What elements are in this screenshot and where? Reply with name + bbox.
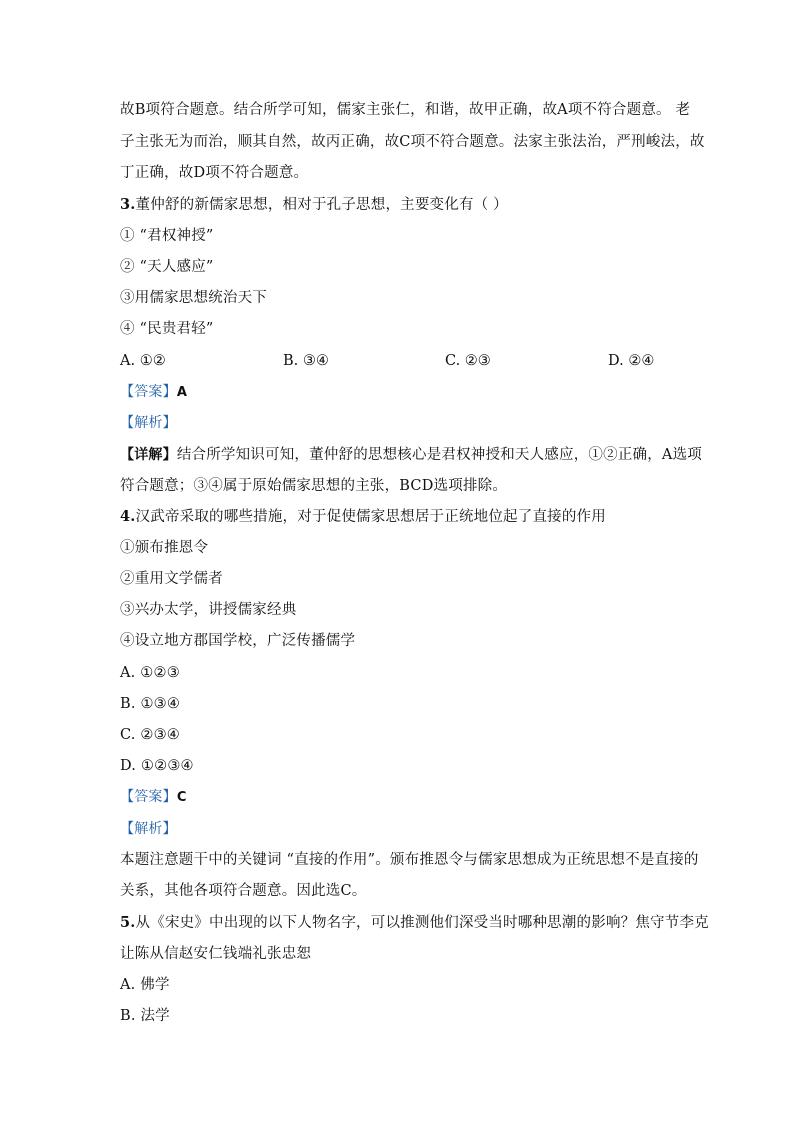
q3-option-c: C. ②③ bbox=[445, 353, 491, 369]
q4-stem-text: 汉武帝采取的哪些措施，对于促使儒家思想居于正统地位起了直接的作用 bbox=[135, 509, 606, 525]
q3-answer bbox=[120, 382, 187, 403]
q4-analysis-tag bbox=[120, 819, 177, 839]
q3-stem-text: 董仲舒的新儒家思想，相对于孔子思想，主要变化有（ ） bbox=[135, 197, 508, 213]
q4-option-a: A. ①②③ bbox=[120, 665, 180, 681]
q4-answer-tag: 【答案】 bbox=[120, 789, 177, 805]
q3-answer-tag: 【答案】 bbox=[120, 384, 177, 400]
q3-item-4: ④ “民贵君轻” bbox=[120, 321, 214, 337]
q5-option-b: B. 法学 bbox=[120, 1008, 170, 1024]
q3-item-2: ② “天人感应” bbox=[120, 259, 214, 275]
q3-detail-line-1 bbox=[120, 445, 702, 465]
q3-option-a: A. ①② bbox=[120, 353, 166, 369]
q2-explanation-line-3: 丁正确，故D项不符合题意。 bbox=[120, 165, 309, 181]
q4-item-1: ①颁布推恩令 bbox=[120, 540, 209, 556]
q4-option-d: D. ①②③④ bbox=[120, 758, 194, 774]
q4-stem bbox=[120, 507, 606, 527]
q5-stem-line-2: 让陈从信赵安仁钱端礼张忠恕 bbox=[120, 946, 312, 962]
q4-option-c: C. ②③④ bbox=[120, 727, 180, 743]
q4-item-3: ③兴办太学，讲授儒家经典 bbox=[120, 602, 297, 618]
q3-option-b: B. ③④ bbox=[283, 353, 329, 369]
q4-item-4: ④设立地方郡国学校，广泛传播儒学 bbox=[120, 633, 356, 649]
q3-option-d: D. ②④ bbox=[608, 353, 655, 369]
q3-detail-tag: 【详解】 bbox=[120, 447, 177, 463]
q5-stem-line-1 bbox=[120, 913, 709, 933]
q3-item-3: ③用儒家思想统治天下 bbox=[120, 290, 267, 306]
q3-analysis-tag bbox=[120, 413, 177, 433]
q4-item-2: ②重用文学儒者 bbox=[120, 571, 223, 587]
q4-analysis-line-1: 本题注意题干中的关键词 “直接的作用”。颁布推恩令与儒家思想成为正统思想不是直接的 bbox=[120, 852, 699, 868]
q3-number: 3. bbox=[120, 196, 136, 213]
q2-explanation-line-1: 故B项符合题意。结合所学可知，儒家主张仁，和谐，故甲正确，故A项不符合题意。 老 bbox=[120, 102, 691, 118]
q3-answer-value: A bbox=[176, 385, 188, 400]
q2-explanation-line-2: 子主张无为而治，顺其自然，故丙正确，故C项不符合题意。法家主张法治，严刑峻法，故 bbox=[120, 134, 705, 150]
q5-option-a: A. 佛学 bbox=[120, 977, 170, 993]
q4-analysis-line-2: 关系，其他各项符合题意。因此选C。 bbox=[120, 883, 367, 899]
q4-answer bbox=[120, 787, 187, 808]
q3-detail-line-2: 符合题意；③④属于原始儒家思想的主张，BCD选项排除。 bbox=[120, 478, 508, 494]
q3-analysis-label: 【解析】 bbox=[120, 415, 177, 431]
q4-option-b: B. ①③④ bbox=[120, 696, 181, 712]
q3-detail-text-1: 结合所学知识可知，董仲舒的思想核心是君权神授和天人感应，①②正确，A选项 bbox=[176, 447, 702, 463]
q3-item-1: ① “君权神授” bbox=[120, 228, 214, 244]
q4-number: 4. bbox=[120, 508, 136, 525]
q5-number: 5. bbox=[120, 914, 136, 931]
q4-answer-value: C bbox=[176, 790, 187, 805]
q5-stem-text-1: 从《宋史》中出现的以下人物名字，可以推测他们深受当时哪种思潮的影响？焦守节李克 bbox=[135, 915, 709, 931]
q4-analysis-label: 【解析】 bbox=[120, 821, 177, 837]
q3-stem bbox=[120, 195, 508, 215]
